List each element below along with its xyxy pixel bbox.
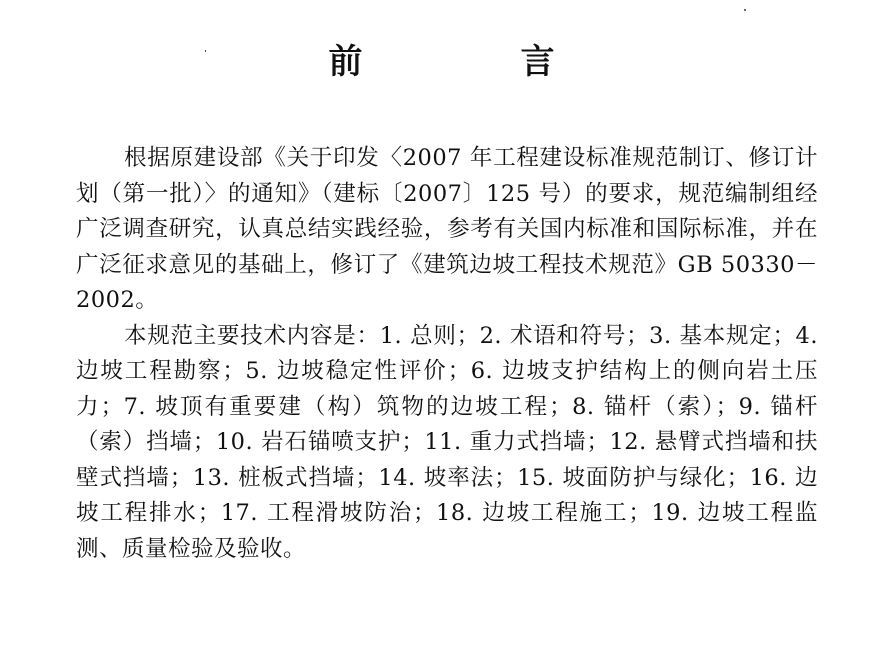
paragraph-main-contents: 本规范主要技术内容是：1. 总则；2. 术语和符号；3. 基本规定；4. 边坡工程勘察；5. 边坡稳定性评价；6. 边坡支护结构上的侧向岩土压力；7. 坡顶有重要建（构）筑物的边坡工程；8. 锚杆（索）；9. 锚杆（索）挡墙；10. 岩石锚喷支护；11. 重力式挡墙；12. 悬臂式挡墙和扶壁式挡墙；13. 桩板式挡墙；14. 坡率法；15. 坡面防护与绿化；16. 边坡工程排水；17. 工程滑坡防治；18. 边坡工程施工；19. 边坡工程监测、质量检验及验收。: [76, 322, 818, 562]
scan-speck: [744, 9, 746, 11]
document-body: [76, 141, 818, 567]
paragraph-background: 根据原建设部《关于印发〈2007 年工程建设标准规范制订、修订计划（第一批）〉的通知》（建标〔2007〕125 号）的要求，规范编制组经广泛调查研究，认真总结实践经验，参考有关国内标准和国际标准，并在广泛征求意见的基础上，修订了《建筑边坡工程技术规范》GB 50330－2002。: [76, 145, 818, 313]
page-title: 前 言: [328, 42, 617, 82]
